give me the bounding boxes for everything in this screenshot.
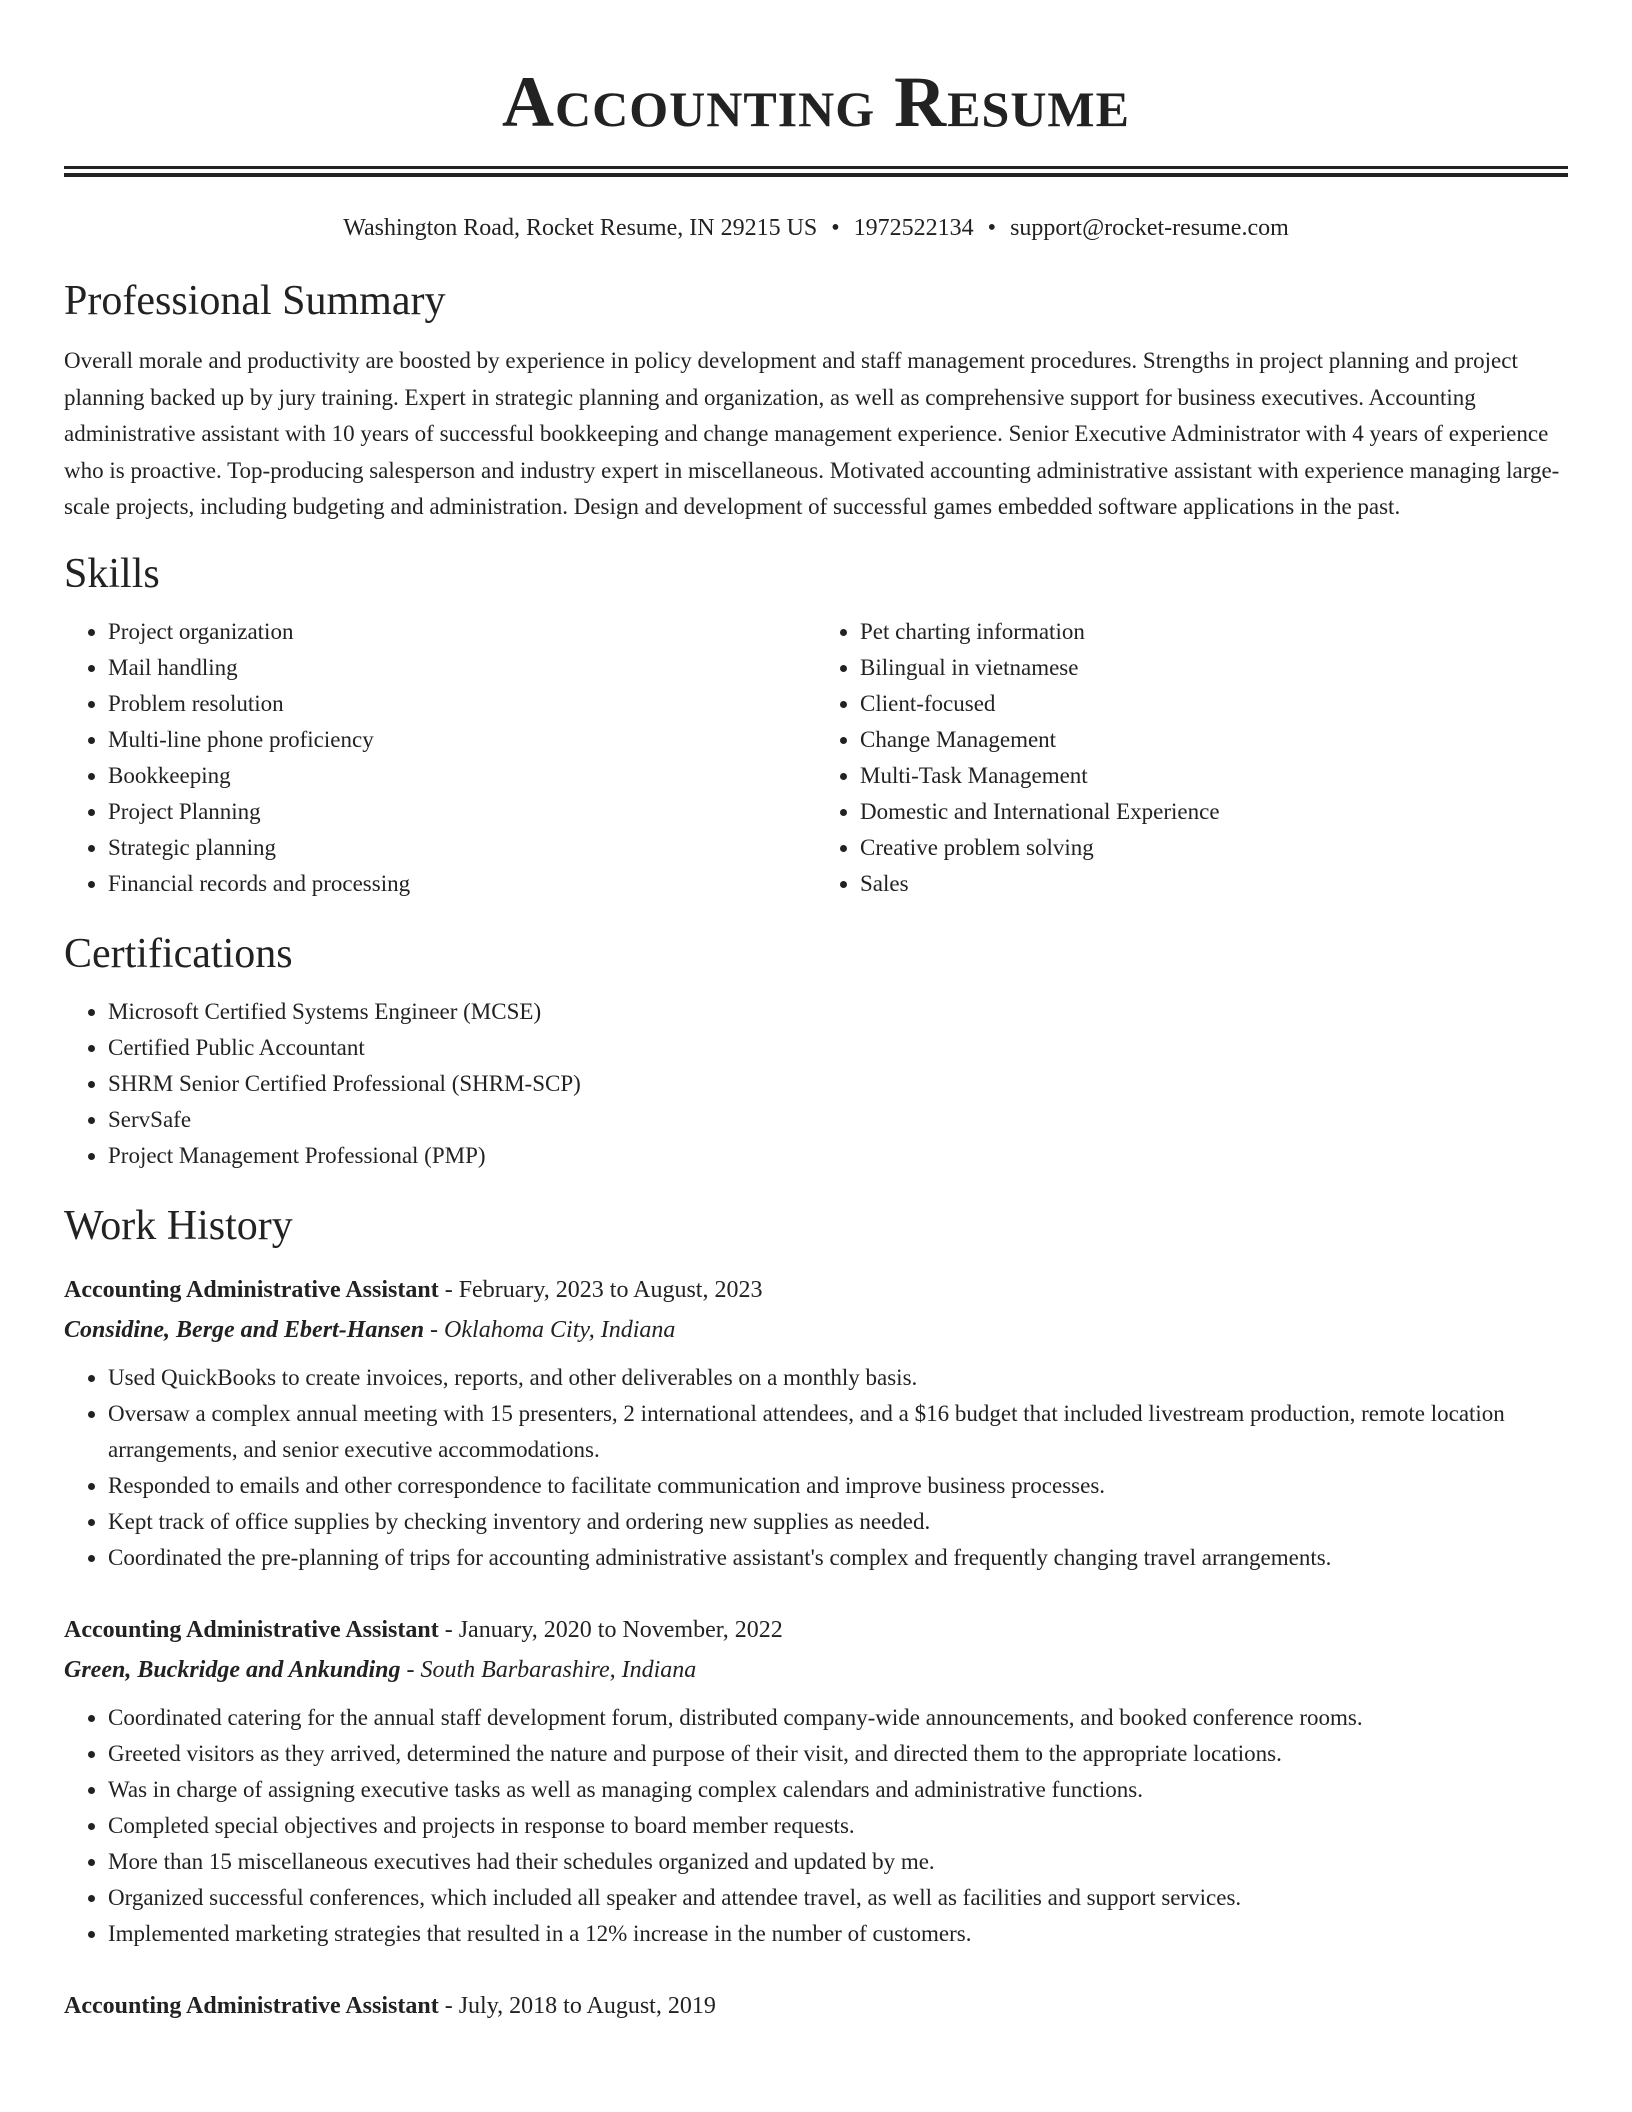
job-duties-list — [64, 1360, 1568, 1576]
job-entry — [64, 1610, 1568, 1952]
skills-list-right — [816, 614, 1568, 902]
certification-item: • SHRM Senior Certified Professional (SHRM-SCP) — [108, 1066, 1568, 1102]
skill-item: • Sales — [860, 866, 1568, 902]
skill-item: • Domestic and International Experience — [860, 794, 1568, 830]
skill-item: • Client-focused — [860, 686, 1568, 722]
job-duty: • Was in charge of assigning executive tasks as well as managing complex calendars and administrative functions. — [108, 1772, 1568, 1808]
summary-section — [64, 275, 1568, 526]
contact-separator: • — [831, 215, 840, 241]
certification-item: • Certified Public Accountant — [108, 1030, 1568, 1066]
contact-email: support@rocket-resume.com — [1010, 215, 1289, 241]
job-company-line — [64, 1310, 1568, 1350]
contact-phone: 1972522134 — [853, 215, 974, 241]
summary-heading: Professional Summary — [64, 278, 446, 324]
skill-item: • Financial records and processing — [108, 866, 816, 902]
job-dates: - February, 2023 to August, 2023 — [444, 1276, 763, 1303]
skill-item: • Project Planning — [108, 794, 816, 830]
certifications-heading: Certifications — [64, 930, 293, 977]
job-dates: - July, 2018 to August, 2019 — [444, 1992, 716, 2019]
job-entry — [64, 1986, 1568, 2026]
skills-heading: Skills — [64, 550, 160, 597]
skill-item: • Multi-line phone proficiency — [108, 722, 816, 758]
skills-section — [64, 548, 1568, 902]
job-duty: • Coordinated catering for the annual staff development forum, distributed company-wide announcements, and booked conference rooms. — [108, 1700, 1568, 1736]
certifications-list — [64, 994, 1568, 1174]
job-duty: • Kept track of office supplies by checking inventory and ordering new supplies as needed. — [108, 1504, 1568, 1540]
title-divider — [64, 166, 1568, 177]
job-entry — [64, 1270, 1568, 1576]
work-history-heading: Work History — [64, 1202, 293, 1249]
job-company: Green, Buckridge and Ankunding — [64, 1656, 401, 1683]
skill-item: • Strategic planning — [108, 830, 816, 866]
job-title-line — [64, 1270, 1568, 1310]
job-duty: • More than 15 miscellaneous executives had their schedules organized and updated by me. — [108, 1844, 1568, 1880]
resume-title: Accounting Resume — [502, 62, 1130, 142]
skill-item: • Change Management — [860, 722, 1568, 758]
skill-item: • Problem resolution — [108, 686, 816, 722]
job-title-line — [64, 1986, 1568, 2026]
certification-item: • Microsoft Certified Systems Engineer (MCSE) — [108, 994, 1568, 1030]
job-dates: - January, 2020 to November, 2022 — [444, 1616, 783, 1643]
contact-line — [64, 213, 1568, 243]
skill-item: • Bilingual in vietnamese — [860, 650, 1568, 686]
job-duty: • Organized successful conferences, which included all speaker and attendee travel, as well as facilities and support services. — [108, 1880, 1568, 1916]
certification-item: • Project Management Professional (PMP) — [108, 1138, 1568, 1174]
job-duty: • Implemented marketing strategies that resulted in a 12% increase in the number of customers. — [108, 1916, 1568, 1952]
job-duties-list — [64, 1700, 1568, 1952]
job-location: - South Barbarashire, Indiana — [406, 1656, 697, 1683]
skill-item: • Bookkeeping — [108, 758, 816, 794]
summary-text: Overall morale and productivity are boosted by experience in policy development and staff management procedures. Strengths in project planning and project planning backed up by jury training. Expert in strategic planning and organization, as well as comprehensive support for business executives. Accounting administrative assistant with 10 years of successful bookkeeping and change management experience. Senior Executive Administrator with 4 years of experience who is proactive. Top-producing salesperson and industry expert in miscellaneous. Motivated accounting administrative assistant with experience managing large-scale projects, including budgeting and administration. Design and development of successful games embedded software applications in the past. — [64, 348, 1560, 519]
skill-item: • Multi-Task Management — [860, 758, 1568, 794]
contact-separator: • — [987, 215, 997, 241]
job-duty: • Greeted visitors as they arrived, determined the nature and purpose of their visit, and directed them to the appropriate locations. — [108, 1736, 1568, 1772]
job-duty: • Responded to emails and other correspondence to facilitate communication and improve business processes. — [108, 1468, 1568, 1504]
job-company: Considine, Berge and Ebert-Hansen — [64, 1316, 425, 1343]
job-title-line — [64, 1610, 1568, 1650]
job-title: Accounting Administrative Assistant — [64, 1992, 439, 2019]
job-duty: • Coordinated the pre-planning of trips for accounting administrative assistant's complex and frequently changing travel arrangements. — [108, 1540, 1568, 1576]
skill-item: • Creative problem solving — [860, 830, 1568, 866]
skill-item: • Project organization — [108, 614, 816, 650]
job-duty: • Oversaw a complex annual meeting with 15 presenters, 2 international attendees, and a $16 budget that included livestream production, remote location arrangements, and senior executive accommodations. — [108, 1396, 1568, 1468]
job-title: Accounting Administrative Assistant — [64, 1616, 439, 1643]
skill-item: • Mail handling — [108, 650, 816, 686]
certification-item: • ServSafe — [108, 1102, 1568, 1138]
job-title: Accounting Administrative Assistant — [64, 1276, 439, 1303]
skills-columns — [64, 614, 1568, 902]
job-duty: • Used QuickBooks to create invoices, reports, and other deliverables on a monthly basis. — [108, 1360, 1568, 1396]
certifications-section — [64, 928, 1568, 1174]
job-duty: • Completed special objectives and projects in response to board member requests. — [108, 1808, 1568, 1844]
job-company-line — [64, 1650, 1568, 1690]
contact-address: Washington Road, Rocket Resume, IN 29215 US — [343, 215, 818, 241]
skill-item: • Pet charting information — [860, 614, 1568, 650]
work-history-section — [64, 1200, 1568, 2026]
skills-list-left — [64, 614, 816, 902]
job-location: - Oklahoma City, Indiana — [430, 1316, 676, 1343]
